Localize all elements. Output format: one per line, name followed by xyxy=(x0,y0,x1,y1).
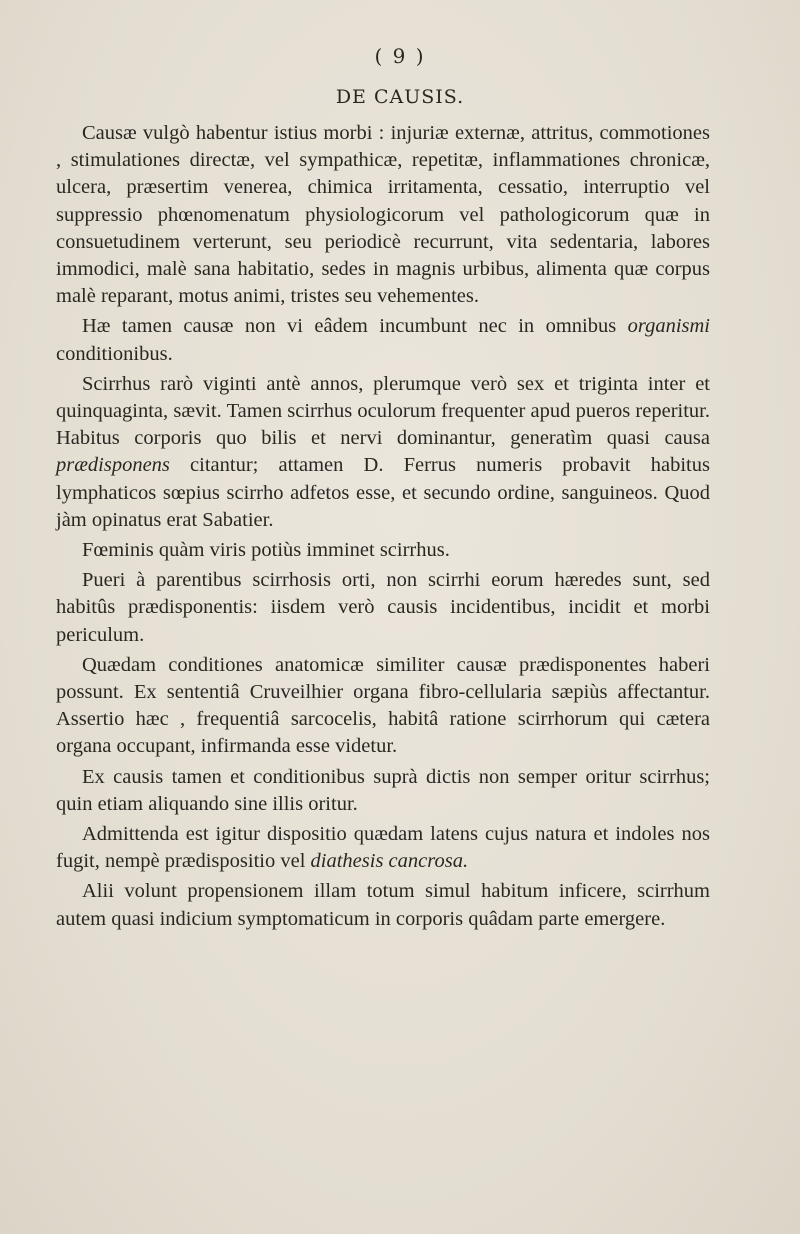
paragraph-conditions: Ex causis tamen et conditionibus suprà dictis non semper oritur scirrhus; quin etiam aliquando sine illis oritur. xyxy=(56,765,710,815)
italic-term: prædisponens xyxy=(56,454,170,477)
paragraph-organismi: Hæ tamen causæ non vi eâdem incumbunt nec in omnibus organismi conditionibus. xyxy=(56,315,710,365)
paragraph-women: Fœminis quàm viris potiùs imminet scirrhus. xyxy=(82,539,450,562)
page-number: ( 9 ) xyxy=(374,44,426,68)
paragraph-heredity: Pueri à parentibus scirrhosis orti, non scirrhi eorum hæredes sunt, sed habitûs prædisponentis: iisdem verò causis incidentibus, incidit et morbi periculum. xyxy=(56,569,710,646)
paragraph-anatomy: Quædam conditiones anatomicæ similiter causæ prædisponentes haberi possunt. Ex sententiâ Cruveilhier organa fibro-cellularia sæpiùs affectantur. Assertio hæc , frequentiâ sarcocelis, habitâ ratione scirrhorum qui cætera organa occupant, infirmanda esse videtur. xyxy=(56,653,710,758)
section-heading: DE CAUSIS. xyxy=(335,86,465,108)
paragraph-causes: Causæ vulgò habentur istius morbi : injuriæ externæ, attritus, commotiones , stimulationes directæ, vel sympathicæ, repetitæ, inflammationes chronicæ, ulcera, præsertim venerea, chimica irritamenta, cessatio, interruptio vel suppressio phœnomenatum physiologicorum vel pathologicorum quæ in consuetudinem verterunt, seu periodicè recurrunt, vita sedentaria, labores immodici, malè sana habitatio, sedes in magnis urbibus, alimenta quæ corpus malè reparant, motus animi, tristes seu vehementes. xyxy=(56,122,710,308)
paragraph-age: Scirrhus rarò viginti antè annos, plerumque verò sex et triginta inter et quinquaginta, sævit. Tamen scirrhus oculorum frequenter apud pueros reperitur. Habitus corporis quo bilis et nervi dominantur, generatìm quasi causa prædisponens citantur; attamen D. Ferrus numeris probavit habitus lymphaticos sœpius scirrho adfetos esse, et secundo ordine, sanguineos. Quod jàm opinatus erat Sabatier. xyxy=(56,372,710,531)
paragraph-propensio: Alii volunt propensionem illam totum simul habitum inficere, scirrhum autem quasi indicium symptomaticum in corporis quâdam parte emergere. xyxy=(56,880,710,930)
italic-term: organismi xyxy=(627,315,710,338)
italic-term: diathesis cancrosa. xyxy=(310,850,469,873)
body-text xyxy=(56,120,710,936)
paragraph-diathesis: Admittenda est igitur dispositio quædam latens cujus natura et indoles nos fugit, nempè prædispositio vel diathesis cancrosa. xyxy=(56,823,710,873)
